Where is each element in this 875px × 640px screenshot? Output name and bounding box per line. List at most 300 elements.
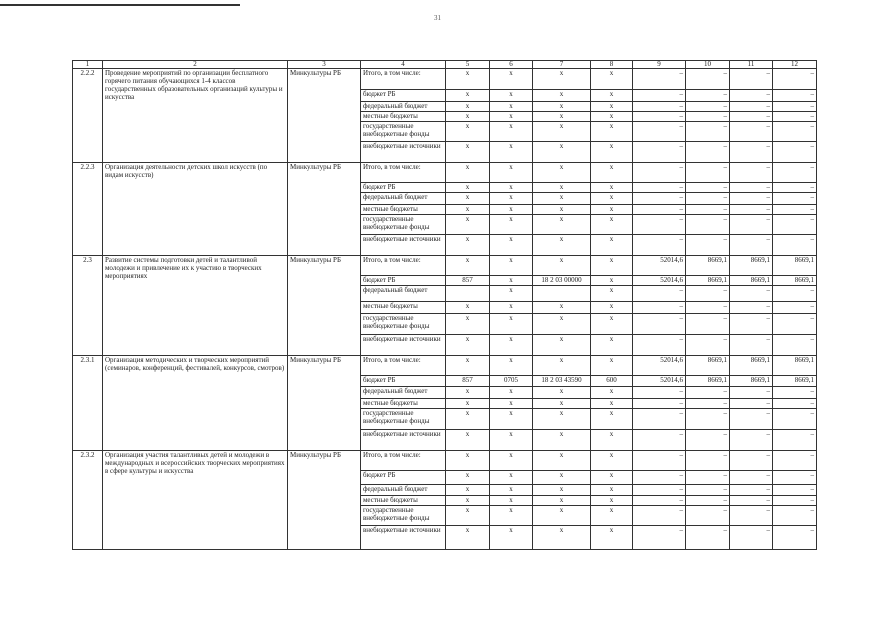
value-cell: – [773, 286, 817, 302]
row-number: 2.3.1 [73, 356, 103, 451]
value-cell: – [773, 142, 817, 163]
value-cell: – [633, 193, 686, 205]
value-cell: – [686, 69, 730, 90]
value-cell: x [591, 215, 633, 235]
value-cell: x [533, 142, 591, 163]
value-cell: – [773, 496, 817, 506]
table-row [73, 356, 817, 376]
value-cell [533, 286, 591, 302]
funding-source: внебюджетные источники [361, 526, 446, 550]
column-number: 11 [730, 61, 773, 69]
value-cell: – [730, 451, 773, 471]
column-number: 12 [773, 61, 817, 69]
value-cell: 8669,1 [730, 276, 773, 286]
value-cell: 857 [446, 276, 490, 286]
funding-source: Итого, в том числе: [361, 256, 446, 276]
funding-source: местные бюджеты [361, 205, 446, 215]
value-cell: x [591, 256, 633, 276]
value-cell: 8669,1 [686, 276, 730, 286]
value-cell: x [446, 399, 490, 409]
value-cell: – [686, 314, 730, 335]
value-cell: x [490, 485, 533, 496]
row-number: 2.2.3 [73, 163, 103, 256]
value-cell: – [633, 451, 686, 471]
value-cell: – [633, 302, 686, 314]
value-cell: – [773, 90, 817, 102]
value-cell: x [533, 471, 591, 485]
value-cell: x [533, 163, 591, 183]
value-cell: x [591, 163, 633, 183]
value-cell: x [446, 485, 490, 496]
value-cell: x [591, 112, 633, 122]
value-cell: x [490, 142, 533, 163]
value-cell: – [686, 183, 730, 193]
executor: Минкультуры РБ [288, 451, 361, 550]
value-cell: – [773, 409, 817, 430]
value-cell: x [533, 112, 591, 122]
funding-source: федеральный бюджет [361, 485, 446, 496]
value-cell: – [730, 142, 773, 163]
funding-source: бюджет РБ [361, 276, 446, 286]
value-cell: x [446, 193, 490, 205]
value-cell: x [591, 122, 633, 142]
value-cell: 8669,1 [686, 376, 730, 387]
value-cell: x [490, 471, 533, 485]
value-cell: x [533, 69, 591, 90]
value-cell: x [446, 69, 490, 90]
value-cell: x [490, 506, 533, 526]
value-cell: – [773, 163, 817, 183]
funding-source: внебюджетные источники [361, 235, 446, 256]
measure-name: Развитие системы подготовки детей и талантливой молодежи и привлечение их к участию в творческих мероприятиях [103, 256, 288, 356]
value-cell: 8669,1 [730, 356, 773, 376]
value-cell: x [533, 430, 591, 451]
value-cell: x [490, 69, 533, 90]
value-cell: – [686, 335, 730, 356]
value-cell: – [686, 526, 730, 550]
value-cell: – [686, 496, 730, 506]
value-cell: x [533, 409, 591, 430]
value-cell: 52014,6 [633, 376, 686, 387]
value-cell: x [533, 183, 591, 193]
column-number: 6 [490, 61, 533, 69]
value-cell: x [533, 496, 591, 506]
value-cell: x [533, 356, 591, 376]
funding-source: Итого, в том числе: [361, 451, 446, 471]
funding-source: государственные внебюджетные фонды [361, 122, 446, 142]
value-cell: – [686, 215, 730, 235]
value-cell: x [446, 451, 490, 471]
funding-source: федеральный бюджет [361, 102, 446, 112]
measure-name: Проведение мероприятий по организации бесплатного горячего питания обучающихся 1-4 классов государственных образовательных организаций культуры и искусства [103, 69, 288, 163]
value-cell: – [633, 526, 686, 550]
value-cell: x [591, 526, 633, 550]
value-cell: x [591, 276, 633, 286]
value-cell: x [490, 112, 533, 122]
value-cell: – [730, 193, 773, 205]
funding-source: бюджет РБ [361, 90, 446, 102]
value-cell: – [773, 399, 817, 409]
value-cell: – [730, 409, 773, 430]
value-cell: – [633, 235, 686, 256]
funding-source: внебюджетные источники [361, 142, 446, 163]
executor: Минкультуры РБ [288, 256, 361, 356]
value-cell: x [591, 314, 633, 335]
funding-source: Итого, в том числе: [361, 356, 446, 376]
value-cell: – [730, 183, 773, 193]
value-cell: – [633, 506, 686, 526]
value-cell: x [591, 286, 633, 302]
value-cell: 600 [591, 376, 633, 387]
value-cell: – [633, 496, 686, 506]
column-number: 9 [633, 61, 686, 69]
column-number: 1 [73, 61, 103, 69]
value-cell: x [533, 90, 591, 102]
value-cell: x [446, 496, 490, 506]
value-cell: – [686, 235, 730, 256]
funding-source: федеральный бюджет [361, 286, 446, 302]
value-cell: – [773, 205, 817, 215]
value-cell: x [446, 163, 490, 183]
value-cell: x [446, 409, 490, 430]
value-cell: – [686, 163, 730, 183]
value-cell: 52014,6 [633, 276, 686, 286]
value-cell: x [490, 276, 533, 286]
value-cell: – [633, 335, 686, 356]
value-cell: x [490, 102, 533, 112]
value-cell: x [591, 235, 633, 256]
table-row [73, 69, 817, 90]
value-cell: x [533, 387, 591, 399]
value-cell: x [591, 193, 633, 205]
row-number: 2.3.2 [73, 451, 103, 550]
value-cell: x [490, 356, 533, 376]
value-cell: x [591, 485, 633, 496]
value-cell: – [686, 112, 730, 122]
value-cell: x [446, 205, 490, 215]
value-cell: – [730, 69, 773, 90]
value-cell: x [446, 122, 490, 142]
value-cell: – [686, 471, 730, 485]
funding-source: местные бюджеты [361, 302, 446, 314]
value-cell: – [730, 205, 773, 215]
value-cell: – [730, 102, 773, 112]
value-cell: – [730, 112, 773, 122]
value-cell: x [533, 235, 591, 256]
value-cell: x [591, 430, 633, 451]
value-cell: – [686, 409, 730, 430]
value-cell: x [490, 387, 533, 399]
value-cell: 8669,1 [773, 376, 817, 387]
value-cell: – [686, 193, 730, 205]
value-cell: x [446, 471, 490, 485]
value-cell: – [730, 526, 773, 550]
value-cell: 0705 [490, 376, 533, 387]
value-cell: – [773, 235, 817, 256]
value-cell: 18 2 03 00000 [533, 276, 591, 286]
value-cell: x [446, 90, 490, 102]
row-number: 2.3 [73, 256, 103, 356]
program-table [72, 60, 817, 550]
value-cell: x [533, 215, 591, 235]
funding-source: местные бюджеты [361, 112, 446, 122]
value-cell: – [773, 526, 817, 550]
value-cell: x [533, 314, 591, 335]
value-cell: – [633, 142, 686, 163]
funding-source: бюджет РБ [361, 471, 446, 485]
funding-source: бюджет РБ [361, 376, 446, 387]
value-cell: x [591, 451, 633, 471]
value-cell: x [490, 302, 533, 314]
value-cell: x [533, 506, 591, 526]
funding-source: государственные внебюджетные фонды [361, 215, 446, 235]
funding-source: бюджет РБ [361, 183, 446, 193]
value-cell: x [490, 256, 533, 276]
value-cell: x [591, 471, 633, 485]
value-cell: x [591, 302, 633, 314]
column-number: 2 [103, 61, 288, 69]
value-cell: – [773, 215, 817, 235]
funding-source: государственные внебюджетные фонды [361, 314, 446, 335]
value-cell: x [490, 193, 533, 205]
value-cell: x [533, 335, 591, 356]
value-cell: – [633, 387, 686, 399]
value-cell: 857 [446, 376, 490, 387]
value-cell: 8669,1 [730, 376, 773, 387]
value-cell: x [446, 356, 490, 376]
table-body [73, 61, 817, 550]
value-cell: – [773, 335, 817, 356]
value-cell: – [633, 112, 686, 122]
value-cell: – [773, 69, 817, 90]
value-cell: x [533, 102, 591, 112]
value-cell: – [773, 102, 817, 112]
value-cell: – [633, 430, 686, 451]
value-cell: – [730, 471, 773, 485]
value-cell: – [773, 122, 817, 142]
value-cell: x [446, 102, 490, 112]
value-cell: – [773, 471, 817, 485]
value-cell: – [633, 205, 686, 215]
value-cell: – [686, 387, 730, 399]
value-cell: – [730, 430, 773, 451]
value-cell: x [490, 122, 533, 142]
value-cell: x [591, 69, 633, 90]
value-cell: x [446, 215, 490, 235]
value-cell: x [533, 399, 591, 409]
value-cell: x [591, 205, 633, 215]
value-cell: x [490, 399, 533, 409]
funding-source: Итого, в том числе: [361, 69, 446, 90]
funding-source: внебюджетные источники [361, 430, 446, 451]
table-row [73, 451, 817, 471]
value-cell: – [686, 302, 730, 314]
funding-source: федеральный бюджет [361, 193, 446, 205]
value-cell: – [633, 122, 686, 142]
executor: Минкультуры РБ [288, 356, 361, 451]
column-number: 5 [446, 61, 490, 69]
value-cell: 8669,1 [773, 256, 817, 276]
value-cell: – [686, 286, 730, 302]
value-cell: – [773, 451, 817, 471]
value-cell: x [591, 409, 633, 430]
value-cell: x [446, 256, 490, 276]
value-cell: – [730, 485, 773, 496]
value-cell: x [490, 183, 533, 193]
value-cell: x [446, 183, 490, 193]
value-cell: – [633, 163, 686, 183]
measure-name: Организация участия талантливых детей и молодежи в международных и всероссийских творческих мероприятиях в сфере культуры и искусства [103, 451, 288, 550]
value-cell: x [591, 102, 633, 112]
value-cell: 8669,1 [686, 256, 730, 276]
value-cell: x [490, 215, 533, 235]
value-cell: – [730, 90, 773, 102]
value-cell: x [591, 183, 633, 193]
value-cell: – [730, 387, 773, 399]
value-cell: – [633, 286, 686, 302]
value-cell: x [533, 451, 591, 471]
value-cell: x [490, 496, 533, 506]
value-cell [446, 286, 490, 302]
value-cell: x [446, 302, 490, 314]
value-cell: x [446, 506, 490, 526]
value-cell: – [633, 485, 686, 496]
value-cell: – [686, 205, 730, 215]
measure-name: Организация деятельности детских школ искусств (по видам искусств) [103, 163, 288, 256]
value-cell: x [490, 335, 533, 356]
table-row [73, 256, 817, 276]
value-cell: – [773, 183, 817, 193]
value-cell: x [533, 302, 591, 314]
value-cell: x [446, 314, 490, 335]
top-rule [0, 4, 240, 6]
value-cell: – [730, 286, 773, 302]
value-cell: – [773, 314, 817, 335]
value-cell: 8669,1 [730, 256, 773, 276]
value-cell: x [533, 205, 591, 215]
value-cell: x [591, 496, 633, 506]
value-cell: 52014,6 [633, 256, 686, 276]
value-cell: x [446, 387, 490, 399]
value-cell: – [686, 451, 730, 471]
funding-source: местные бюджеты [361, 496, 446, 506]
column-number: 3 [288, 61, 361, 69]
value-cell: x [591, 142, 633, 163]
value-cell: – [686, 102, 730, 112]
value-cell: – [730, 335, 773, 356]
funding-source: федеральный бюджет [361, 387, 446, 399]
funding-source: Итого, в том числе: [361, 163, 446, 183]
value-cell: 18 2 03 43590 [533, 376, 591, 387]
value-cell: x [591, 387, 633, 399]
value-cell: – [686, 90, 730, 102]
value-cell: – [730, 122, 773, 142]
column-number-row [73, 61, 817, 69]
value-cell: – [730, 399, 773, 409]
value-cell: – [686, 430, 730, 451]
value-cell: – [633, 399, 686, 409]
value-cell: – [730, 496, 773, 506]
value-cell: x [490, 314, 533, 335]
value-cell: – [773, 430, 817, 451]
value-cell: – [773, 506, 817, 526]
value-cell: – [730, 235, 773, 256]
executor: Минкультуры РБ [288, 69, 361, 163]
value-cell: – [773, 193, 817, 205]
funding-source: государственные внебюджетные фонды [361, 506, 446, 526]
value-cell: x [490, 430, 533, 451]
value-cell: x [591, 335, 633, 356]
row-number: 2.2.2 [73, 69, 103, 163]
value-cell: x [490, 451, 533, 471]
column-number: 10 [686, 61, 730, 69]
value-cell: – [730, 215, 773, 235]
value-cell: x [533, 485, 591, 496]
table-row [73, 163, 817, 183]
value-cell: x [446, 112, 490, 122]
value-cell: – [730, 314, 773, 335]
value-cell: x [490, 409, 533, 430]
value-cell: x [490, 205, 533, 215]
value-cell: x [490, 286, 533, 302]
value-cell: x [591, 90, 633, 102]
value-cell: x [591, 399, 633, 409]
value-cell: x [490, 235, 533, 256]
value-cell: – [773, 485, 817, 496]
column-number: 7 [533, 61, 591, 69]
value-cell: 8669,1 [686, 356, 730, 376]
value-cell: – [633, 102, 686, 112]
column-number: 4 [361, 61, 446, 69]
value-cell: – [633, 409, 686, 430]
value-cell: x [533, 256, 591, 276]
value-cell: x [533, 526, 591, 550]
value-cell: 8669,1 [773, 356, 817, 376]
value-cell: – [730, 506, 773, 526]
value-cell: – [730, 302, 773, 314]
page-number: 31 [434, 14, 441, 22]
value-cell: x [490, 90, 533, 102]
value-cell: – [686, 485, 730, 496]
value-cell: 52014,6 [633, 356, 686, 376]
value-cell: – [686, 142, 730, 163]
column-number: 8 [591, 61, 633, 69]
funding-source: местные бюджеты [361, 399, 446, 409]
value-cell: – [686, 122, 730, 142]
value-cell: x [446, 526, 490, 550]
value-cell: – [686, 506, 730, 526]
value-cell: – [730, 163, 773, 183]
value-cell: – [633, 314, 686, 335]
measure-name: Организация методических и творческих мероприятий (семинаров, конференций, фестивалей, конкурсов, смотров) [103, 356, 288, 451]
value-cell: x [490, 163, 533, 183]
value-cell: x [591, 506, 633, 526]
value-cell: x [591, 356, 633, 376]
value-cell: x [533, 193, 591, 205]
funding-source: государственные внебюджетные фонды [361, 409, 446, 430]
value-cell: – [633, 90, 686, 102]
value-cell: 8669,1 [773, 276, 817, 286]
funding-source: внебюджетные источники [361, 335, 446, 356]
value-cell: – [773, 112, 817, 122]
executor: Минкультуры РБ [288, 163, 361, 256]
value-cell: – [633, 183, 686, 193]
value-cell: x [533, 122, 591, 142]
value-cell: – [633, 471, 686, 485]
value-cell: – [773, 302, 817, 314]
value-cell: – [633, 215, 686, 235]
value-cell: x [490, 526, 533, 550]
